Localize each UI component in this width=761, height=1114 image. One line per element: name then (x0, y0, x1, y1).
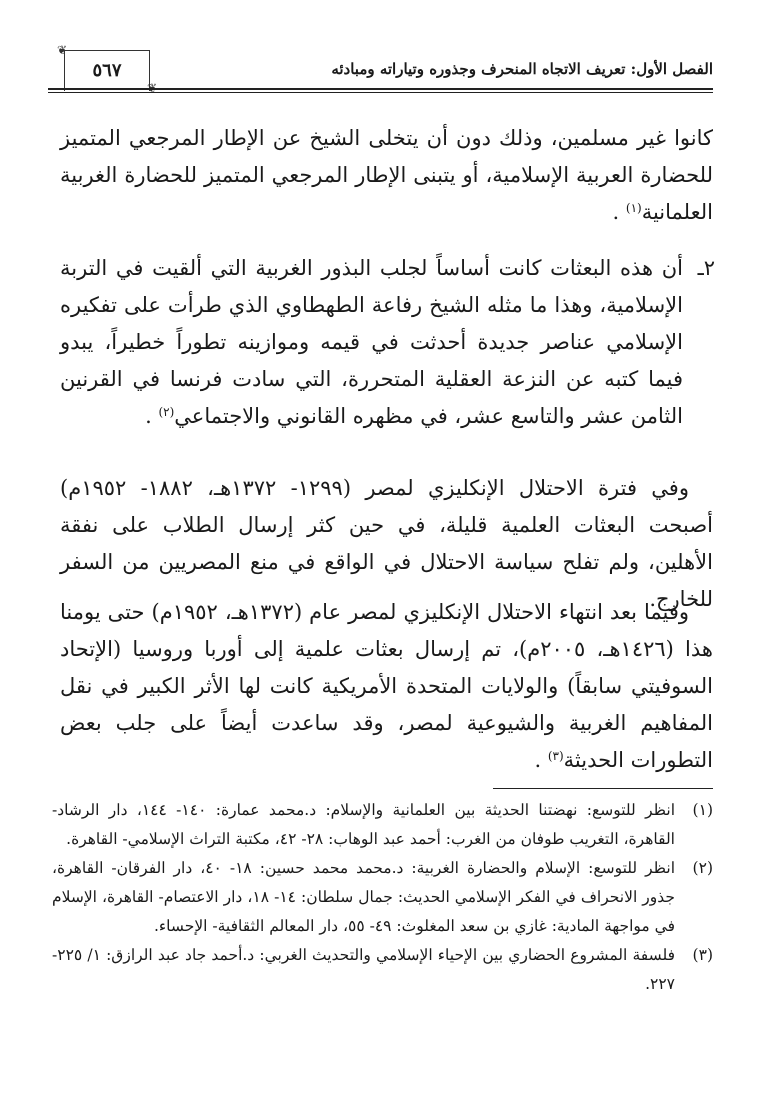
footnote-text: انظر للتوسع: نهضتنا الحديثة بين العلمانية والإسلام: د.محمد عمارة: ١٤٠- ١٤٤، دار الرشاد- القاهرة، التغريب طوفان من الغرب: أحمد عبد الوهاب: ٢٨- ٤٢، مكتبة التراث الإسلامي- القاهرة. (52, 801, 675, 848)
footnote-number: (٣) (692, 946, 713, 964)
period: . (534, 748, 542, 772)
footnote-ref-1[interactable]: (١) (625, 201, 642, 215)
page-number-box (57, 43, 157, 95)
paragraph-3: وفي فترة الاحتلال الإنكليزي لمصر (١٢٩٩- ١٣٧٢هـ، ١٨٨٢- ١٩٥٢م) أصبحت البعثات العلمية قليلة، في حين كثر إرسال الطلاب على نفقة الأهلين، ولم تفلح سياسة الاحتلال في الواقع في منع المصريين من السفر للخارج. (60, 476, 713, 611)
numbered-item-2 (60, 250, 713, 435)
header-rule (48, 88, 713, 90)
running-title: الفصل الأول: تعريف الاتجاه المنحرف وجذوره وتياراته ومبادئه (331, 60, 713, 78)
footnote-number: (١) (692, 801, 713, 819)
numbered-item-2-body (60, 250, 683, 435)
footnote-1 (52, 796, 713, 854)
footnote-text: انظر للتوسع: الإسلام والحضارة الغربية: د.محمد محمد حسين: ١٨- ٤٠، دار الفرقان- القاهرة، جذور الانحراف في الفكر الإسلامي الحديث: جمال سلطان: ١٤- ١٨، دار الاعتصام- القاهرة، الإسلام في مواجهة المادية: غازي بن سعد المغلوث: ٤٩- ٥٥، دار المعالم الثقافية- الإحساء. (52, 859, 675, 935)
paragraph-1-text: كانوا غير مسلمين، وذلك دون أن يتخلى الشيخ عن الإطار المرجعي المتميز للحضارة العربية الإسلامية، أو يتبنى الإطار المرجعي المتميز للحضارة الغربية العلمانية (60, 126, 713, 224)
corner-ornament-icon: ❦ (146, 81, 157, 95)
item-number: ٢ـ (697, 256, 715, 280)
paragraph-4-text: وفيما بعد انتهاء الاحتلال الإنكليزي لمصر عام (١٣٧٢هـ، ١٩٥٢م) حتى يومنا هذا (١٤٢٦هـ، ٢٠٠٥م)، تم إرسال بعثات علمية إلى أوربا وروسيا (الإتحاد السوفيتي سابقاً) والولايات المتحدة الأمريكية كانت لها الأثر الكبير في نقل المفاهيم الغربية والشيوعية لمصر، وقد ساعدت أيضاً على جلب بعض التطورات الحديثة (60, 600, 713, 772)
footnote-number: (٢) (692, 859, 713, 877)
page-number: ٥٦٧ (92, 60, 122, 81)
footnotes (52, 796, 713, 999)
footnote-separator (493, 788, 713, 789)
paragraph-4 (60, 594, 713, 779)
footnote-text: فلسفة المشروع الحضاري بين الإحياء الإسلامي والتحديث الغربي: د.أحمد جاد عبد الرازق: ١/ ٢٢٥- ٢٢٧. (52, 946, 675, 993)
period: . (145, 404, 152, 428)
corner-ornament-icon: ❦ (57, 43, 68, 57)
footnote-3 (52, 941, 713, 999)
header-rule-thin (48, 92, 713, 93)
numbered-item-2-text: أن هذه البعثات كانت أساساً لجلب البذور الغربية التي ألقيت في التربة الإسلامية، وهذا ما مثله الشيخ رفاعة الطهطاوي الذي طرأت على تفكيره الإسلامي عناصر جديدة أحدثت في قيمه وموازينه تطوراً خطيراً، يبدو فيما كتبه عن النزعة العقلية المتحررة، التي سادت فرنسا في القرنين الثامن عشر والتاسع عشر، في مظهره القانوني والاجتماعي (60, 256, 683, 428)
footnote-ref-2[interactable]: (٢) (158, 405, 175, 419)
footnote-2 (52, 854, 713, 941)
period: . (612, 200, 620, 224)
footnote-ref-3[interactable]: (٣) (547, 749, 564, 763)
paragraph-1 (60, 120, 713, 231)
